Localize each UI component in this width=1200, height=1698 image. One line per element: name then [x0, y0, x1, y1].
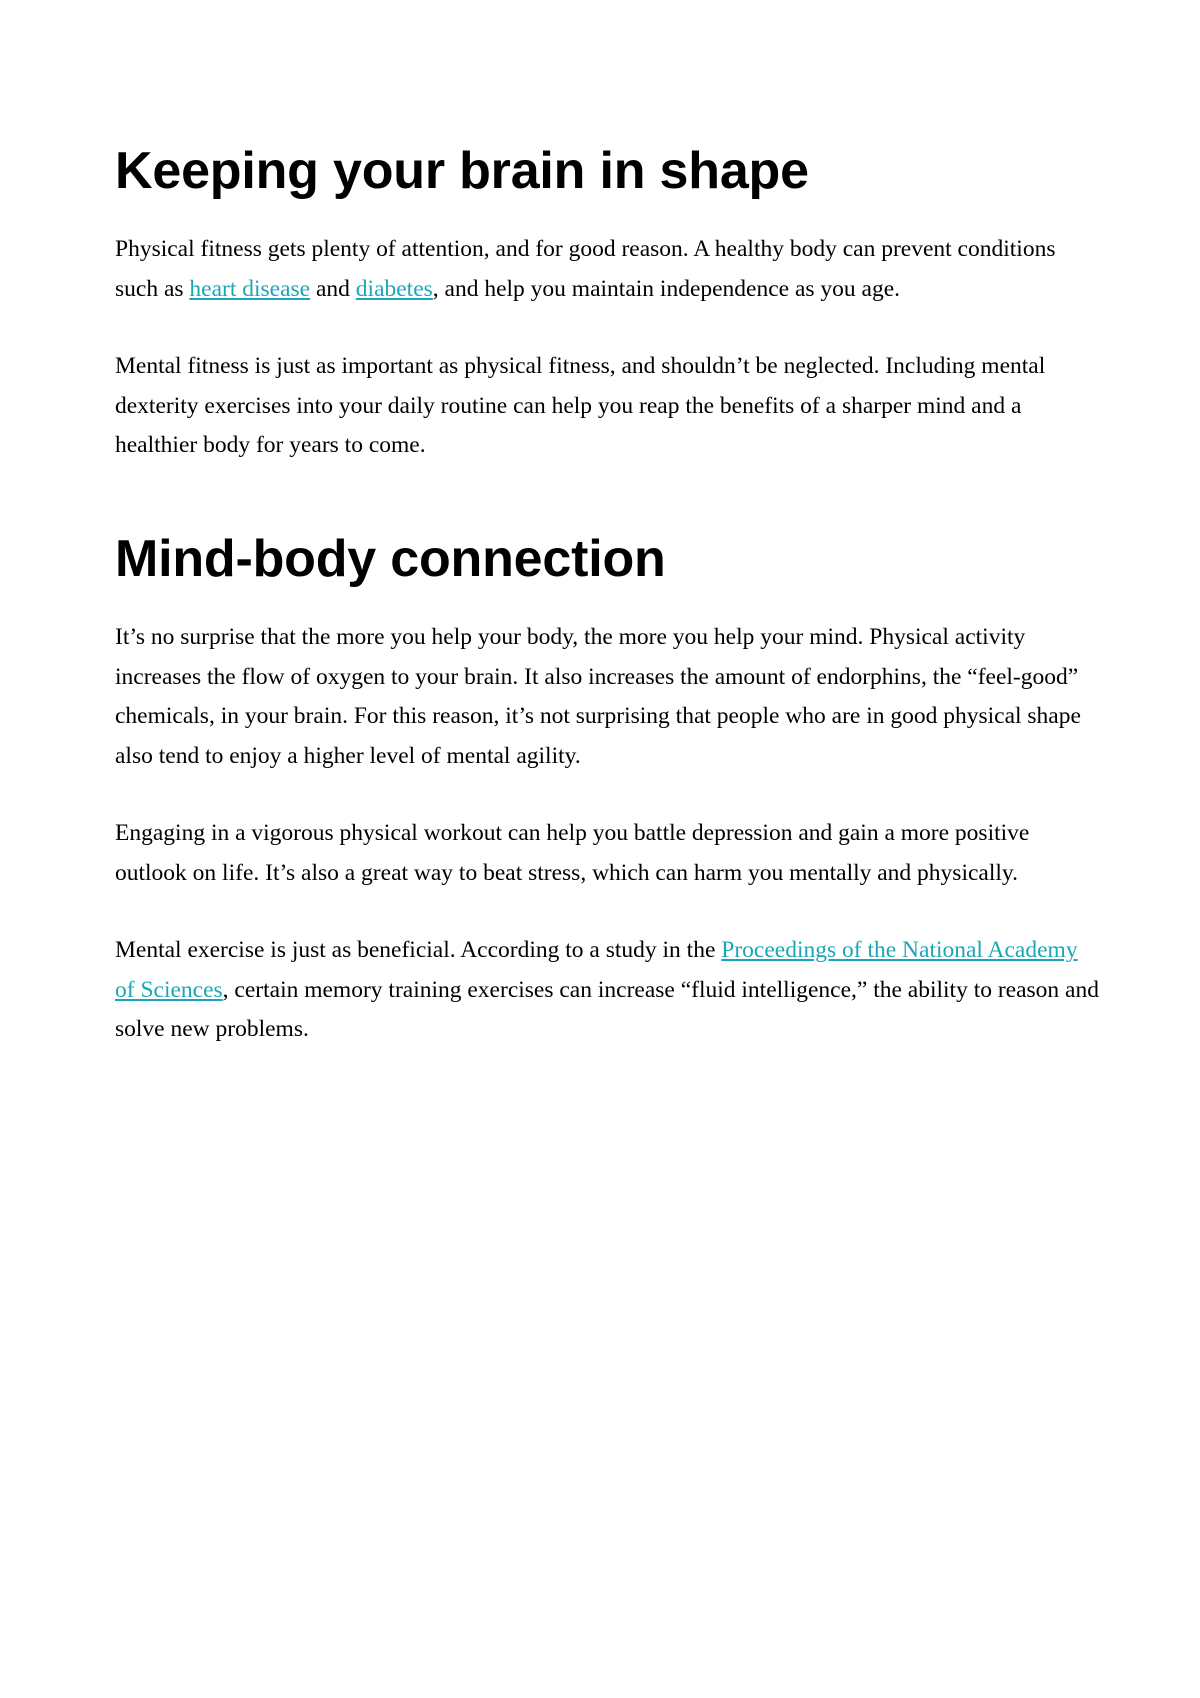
paragraph-mental-fitness: Mental fitness is just as important as physical fitness, and shouldn’t be neglected. Including mental dexterity exercises into your daily routine can help you reap the benefits of a sharper mind and a healthier body for years to come.: [115, 353, 1046, 459]
link-heart-disease[interactable]: heart disease: [189, 275, 311, 302]
link-proceedings-nas[interactable]: Proceedings of the National Academy of Sciences: [115, 937, 1078, 1003]
paragraph-physical-fitness: [115, 230, 1100, 309]
paragraph-text: , and help you maintain independence as you age.: [432, 275, 901, 302]
heading-keeping-brain-in-shape: Keeping your brain in shape: [115, 142, 809, 200]
paragraph-mental-exercise: [115, 931, 1100, 1050]
heading-mind-body-connection: Mind-body connection: [115, 529, 666, 588]
paragraph-text: , certain memory training exercises can increase “fluid intelligence,” the ability to reason and solve new problems.: [115, 976, 1099, 1043]
link-diabetes[interactable]: diabetes: [355, 275, 433, 302]
paragraph-text: Physical fitness gets plenty of attention, and for good reason. A healthy body can prevent conditions such as: [115, 236, 1056, 302]
document-content: [115, 140, 1100, 1050]
paragraph-no-surprise: It’s no surprise that the more you help your body, the more you help your mind. Physical activity increases the flow of oxygen to your brain. It also increases the amount of endorphins, the “feel-good” chemicals, in your brain. For this reason, it’s not surprising that people who are in good physical shape also tend to enjoy a higher level of mental agility.: [115, 624, 1081, 769]
paragraph-vigorous-workout: Engaging in a vigorous physical workout can help you battle depression and gain a more positive outlook on life. It’s also a great way to beat stress, which can harm you mentally and physically.: [115, 820, 1030, 886]
paragraph-text: and: [310, 275, 356, 302]
paragraph-text: Mental exercise is just as beneficial. According to a study in the: [115, 937, 722, 964]
